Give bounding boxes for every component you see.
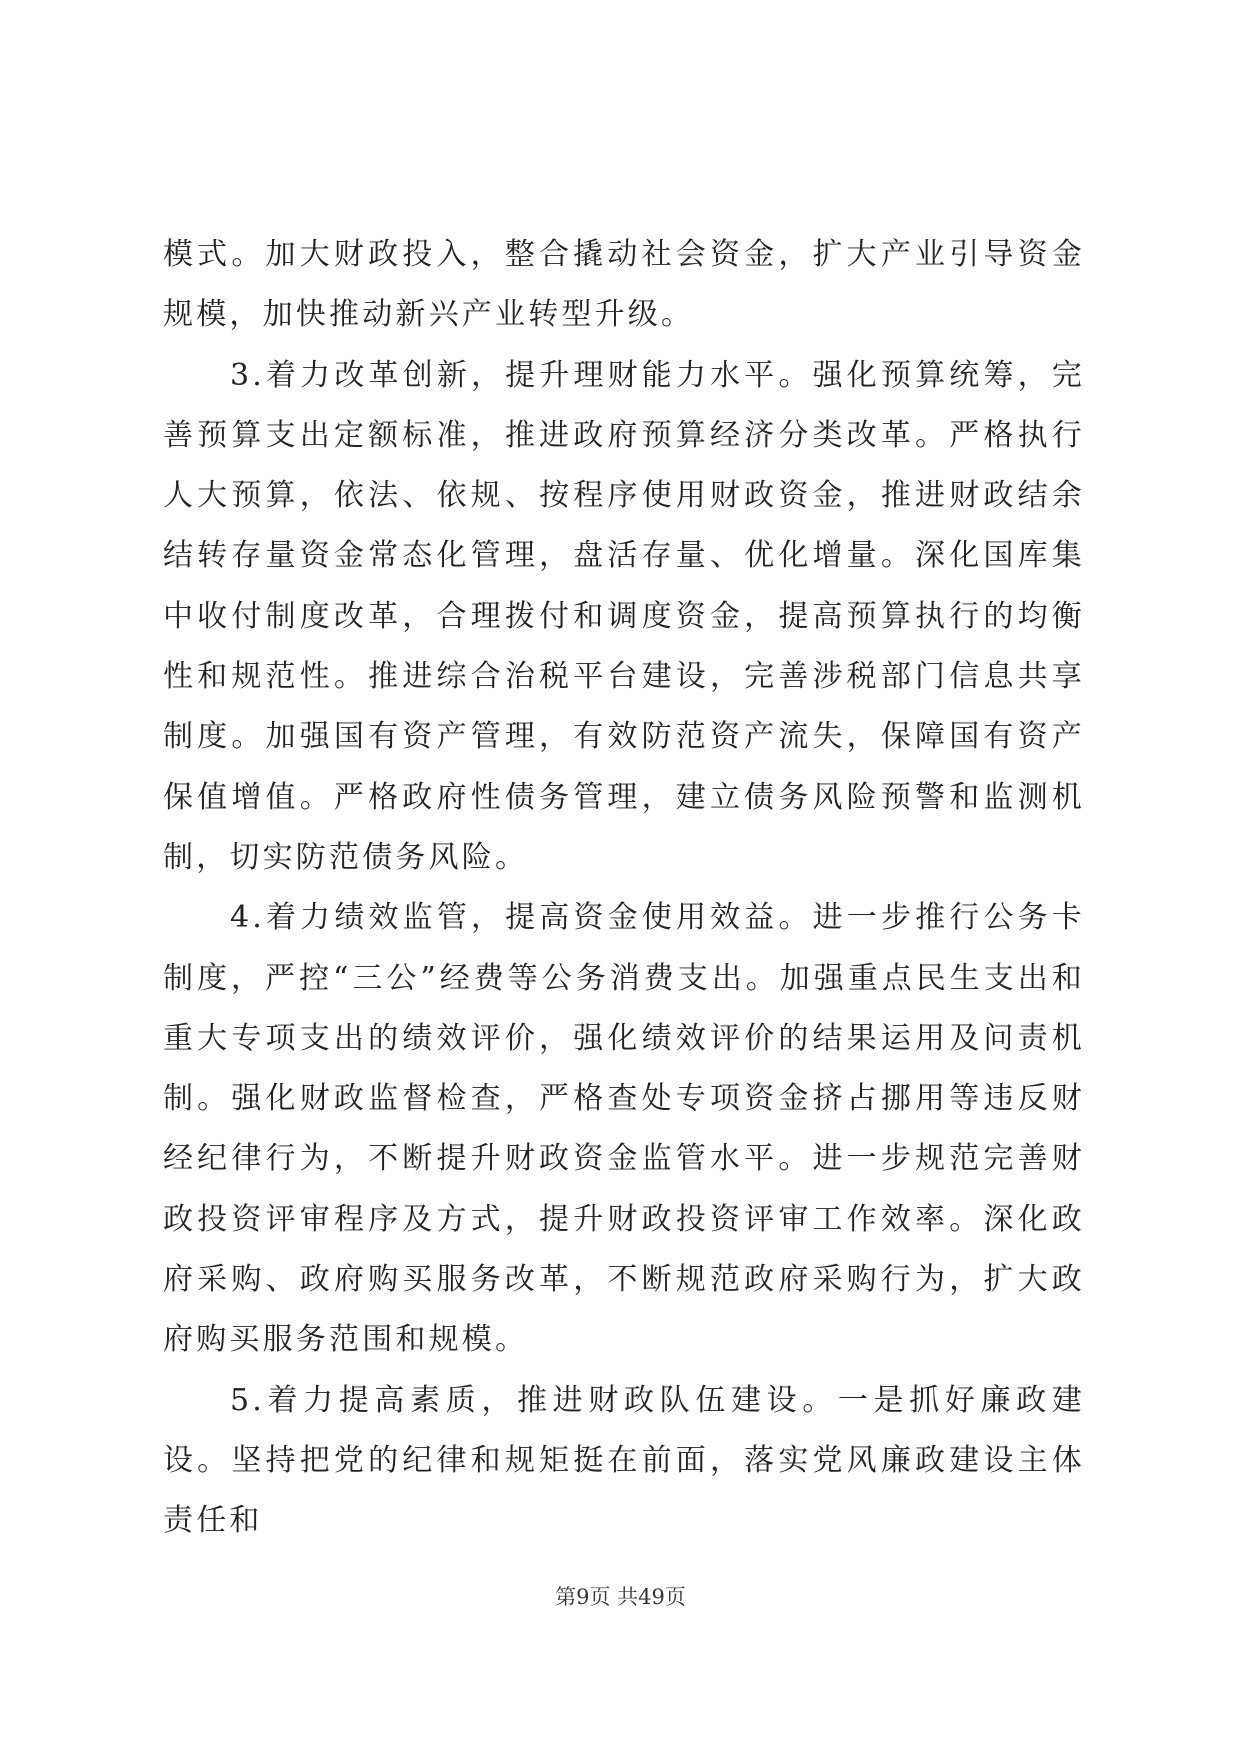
paragraph-section-3: 3.着力改革创新，提升理财能力水平。强化预算统筹，完善预算支出定额标准，推进政府预算经济分类改革。严格执行人大预算，依法、依规、按程序使用财政资金，推进财政结余结转存量资金常态化管理，盘活存量、优化增量。深化国库集中收付制度改革，合理拨付和调度资金，提高预算执行的均衡性和规范性。推进综合治税平台建设，完善涉税部门信息共享制度。加强国有资产管理，有效防范资产流失，保障国有资产保值增值。严格政府性债务管理，建立债务风险预警和监测机制，切实防范债务风险。: [163, 357, 1085, 875]
document-body: [163, 225, 1085, 1552]
paragraph-section-4: 4.着力绩效监管，提高资金使用效益。进一步推行公务卡制度，严控“三公”经费等公务消费支出。加强重点民生支出和重大专项支出的绩效评价，强化绩效评价的结果运用及问责机制。强化财政监督检查，严格查处专项资金挤占挪用等违反财经纪律行为，不断提升财政资金监管水平。进一步规范完善财政投资评审程序及方式，提升财政投资评审工作效率。深化政府采购、政府购买服务改革，不断规范政府采购行为，扩大政府购买服务范围和规模。: [163, 900, 1085, 1358]
paragraph-continuation: 模式。加大财政投入，整合撬动社会资金，扩大产业引导资金规模，加快推动新兴产业转型升级。: [163, 237, 1085, 333]
paragraph-section-5: 5.着力提高素质，推进财政队伍建设。一是抓好廉政建设。坚持把党的纪律和规矩挺在前面，落实党风廉政建设主体责任和: [163, 1382, 1085, 1539]
page-number-footer: 第9页 共49页: [555, 1585, 686, 1609]
